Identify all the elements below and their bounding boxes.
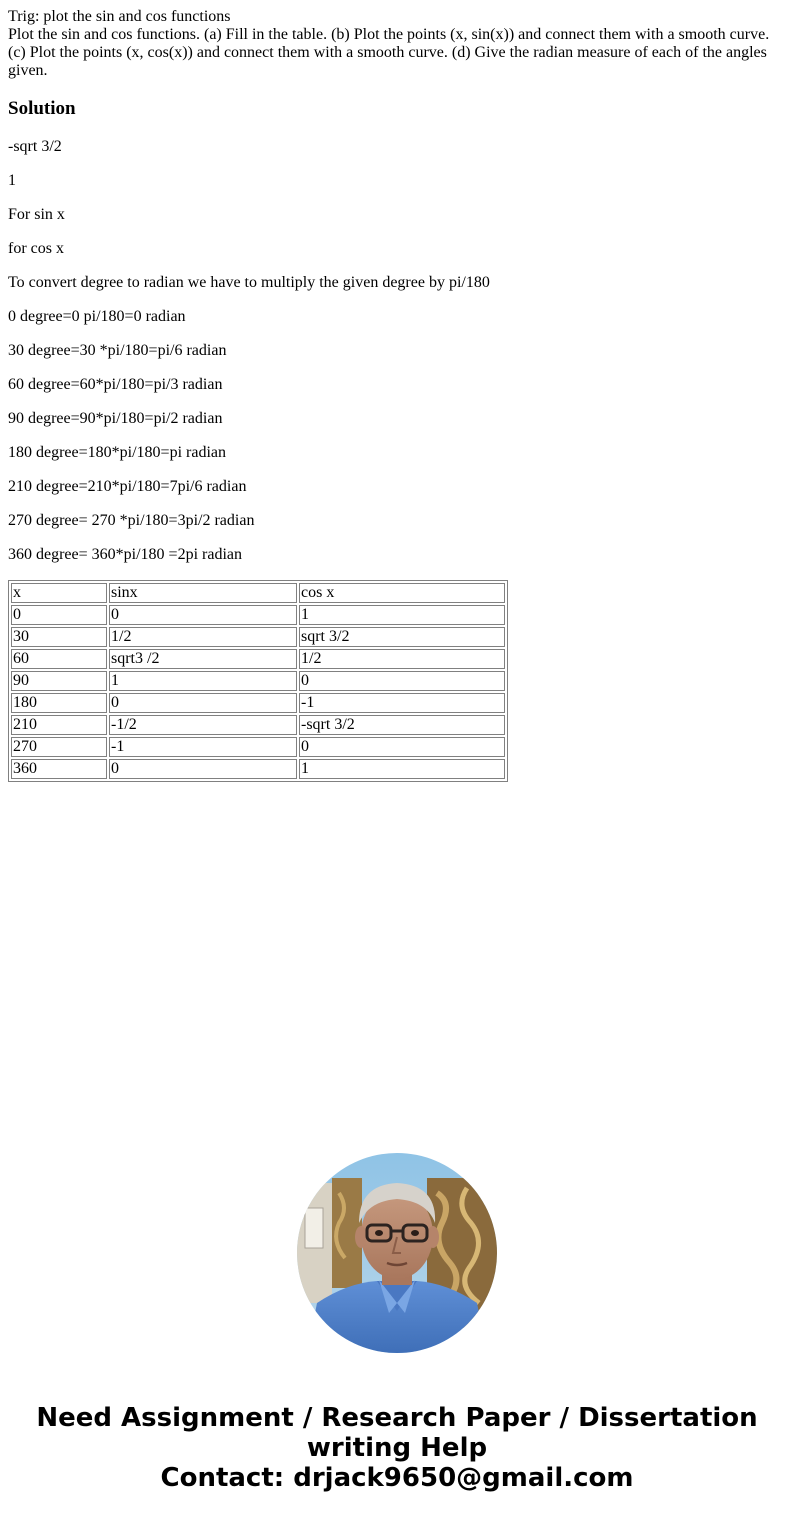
table-row xyxy=(11,715,505,735)
table-header-cell: x xyxy=(11,583,107,603)
table-cell: 0 xyxy=(109,605,297,625)
solution-line: 360 degree= 360*pi/180 =2pi radian xyxy=(8,546,242,563)
table-cell: 210 xyxy=(11,715,107,735)
solution-line: 270 degree= 270 *pi/180=3pi/2 radian xyxy=(8,512,255,529)
table-row xyxy=(11,759,505,779)
footer-contact: Contact: drjack9650@gmail.com xyxy=(160,1463,634,1493)
table-row xyxy=(11,737,505,757)
solution-line: for cos x xyxy=(8,240,64,257)
footer-line: writing Help xyxy=(306,1433,488,1463)
solution-line: 30 degree=30 *pi/180=pi/6 radian xyxy=(8,342,227,359)
table-cell: 1/2 xyxy=(109,627,297,647)
tutor-portrait-image xyxy=(297,1153,497,1353)
table-cell: -1 xyxy=(109,737,297,757)
table-cell: 0 xyxy=(109,759,297,779)
table-row xyxy=(11,671,505,691)
table-cell: 180 xyxy=(11,693,107,713)
solution-line: For sin x xyxy=(8,206,65,223)
table-cell: 270 xyxy=(11,737,107,757)
table-cell: 90 xyxy=(11,671,107,691)
solution-line: 210 degree=210*pi/180=7pi/6 radian xyxy=(8,478,247,495)
solution-line: -sqrt 3/2 xyxy=(8,138,62,155)
table-cell: -sqrt 3/2 xyxy=(299,715,505,735)
table-row xyxy=(11,649,505,669)
table-cell: 0 xyxy=(299,671,505,691)
solution-heading: Solution xyxy=(8,98,76,119)
table-cell: -1 xyxy=(299,693,505,713)
solution-line: 60 degree=60*pi/180=pi/3 radian xyxy=(8,376,223,393)
question-title: Trig: plot the sin and cos functions xyxy=(8,8,231,25)
solution-line: To convert degree to radian we have to multiply the given degree by pi/180 xyxy=(8,274,490,291)
table-cell: sqrt 3/2 xyxy=(299,627,505,647)
solution-line: 1 xyxy=(8,172,16,189)
table-cell: 1/2 xyxy=(299,649,505,669)
solution-line: 180 degree=180*pi/180=pi radian xyxy=(8,444,226,461)
footer-promo xyxy=(0,1403,794,1493)
table-cell: 1 xyxy=(299,759,505,779)
solution-lines xyxy=(8,138,786,564)
solution-line: 90 degree=90*pi/180=pi/2 radian xyxy=(8,410,223,427)
table-header-row xyxy=(11,583,505,603)
table-cell: 0 xyxy=(11,605,107,625)
table-cell: 0 xyxy=(109,693,297,713)
table-cell: 30 xyxy=(11,627,107,647)
table-cell: 360 xyxy=(11,759,107,779)
table-cell: 60 xyxy=(11,649,107,669)
question-body: Plot the sin and cos functions. (a) Fill in the table. (b) Plot the points (x, sin(x)) and connect them with a smooth curve. (c) Plot the points (x, cos(x)) and connect them with a smooth curve. (d) Give the radian measure of each of the angles given. xyxy=(8,26,770,79)
values-table xyxy=(8,580,508,782)
solution-line: 0 degree=0 pi/180=0 radian xyxy=(8,308,186,325)
table-cell: sqrt3 /2 xyxy=(109,649,297,669)
table-cell: 1 xyxy=(109,671,297,691)
page-content xyxy=(8,8,786,782)
table-row xyxy=(11,605,505,625)
table-cell: 0 xyxy=(299,737,505,757)
tutor-avatar xyxy=(297,1153,497,1353)
table-row xyxy=(11,627,505,647)
table-header-cell: cos x xyxy=(299,583,505,603)
table-header-cell: sinx xyxy=(109,583,297,603)
table-cell: -1/2 xyxy=(109,715,297,735)
footer-line: Need Assignment / Research Paper / Dissertation xyxy=(36,1403,758,1433)
table-row xyxy=(11,693,505,713)
table-cell: 1 xyxy=(299,605,505,625)
